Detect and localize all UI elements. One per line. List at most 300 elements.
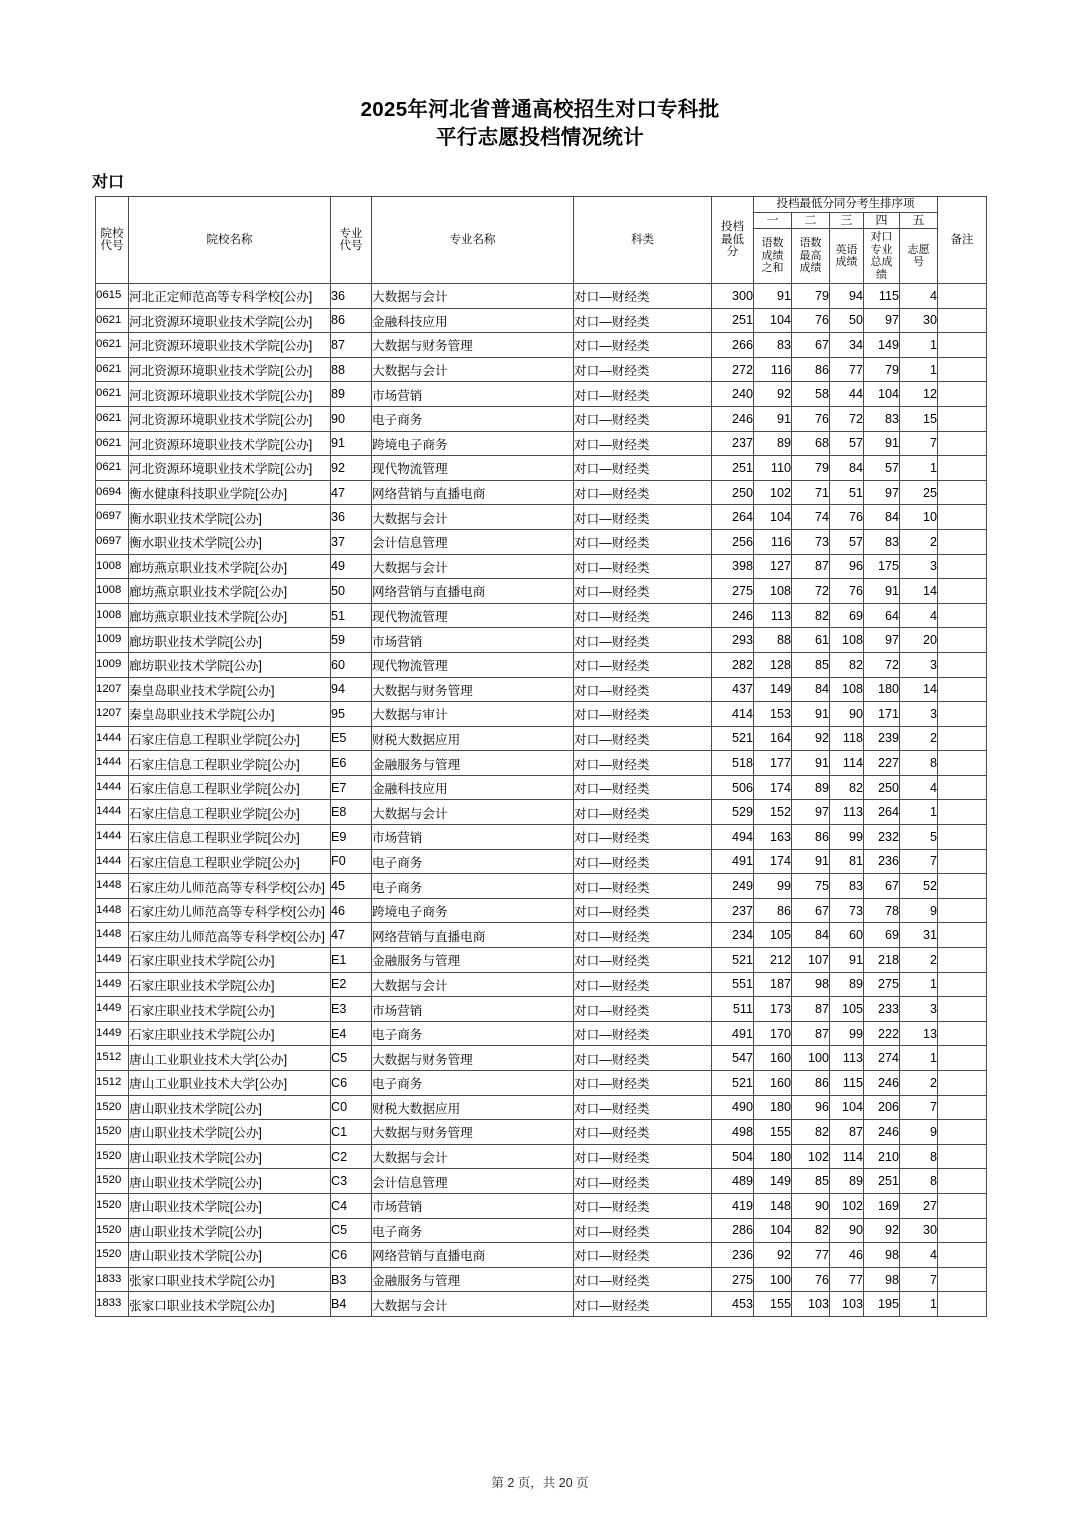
cell-school-name: 河北资源环境职业技术学院[公办] — [129, 406, 331, 431]
cell-rank-1: 86 — [754, 898, 792, 923]
cell-remark — [938, 431, 987, 456]
cell-remark — [938, 1144, 987, 1169]
cell-rank-5: 4 — [900, 603, 938, 628]
cell-school-name: 石家庄幼儿师范高等专科学校[公办] — [129, 898, 331, 923]
cell-rank-2: 72 — [792, 579, 830, 604]
cell-school-code: 1512 — [96, 1071, 129, 1096]
cell-rank-1: 153 — [754, 702, 792, 727]
cell-rank-5: 8 — [900, 751, 938, 776]
cell-rank-3: 105 — [830, 997, 864, 1022]
cell-category: 对口—财经类 — [574, 1120, 712, 1145]
cell-category: 对口—财经类 — [574, 603, 712, 628]
cell-rank-3: 113 — [830, 1046, 864, 1071]
cell-major-name: 网络营销与直播电商 — [372, 579, 574, 604]
cell-major-name: 现代物流管理 — [372, 652, 574, 677]
cell-category: 对口—财经类 — [574, 1046, 712, 1071]
cell-school-code: 1008 — [96, 579, 129, 604]
cell-rank-2: 87 — [792, 554, 830, 579]
cell-school-name: 河北资源环境职业技术学院[公办] — [129, 333, 331, 358]
cell-rank-5: 7 — [900, 1095, 938, 1120]
cell-rank-2: 103 — [792, 1292, 830, 1317]
cell-major-name: 市场营销 — [372, 997, 574, 1022]
cell-category: 对口—财经类 — [574, 923, 712, 948]
cell-major-name: 金融服务与管理 — [372, 751, 574, 776]
cell-rank-5: 1 — [900, 1292, 938, 1317]
cell-category: 对口—财经类 — [574, 628, 712, 653]
cell-major-code: 45 — [331, 874, 372, 899]
cell-rank-4: 149 — [864, 333, 900, 358]
cell-rank-5: 8 — [900, 1144, 938, 1169]
cell-school-name: 河北资源环境职业技术学院[公办] — [129, 308, 331, 333]
header-rank-2: 二 — [792, 213, 830, 229]
cell-school-code: 1520 — [96, 1218, 129, 1243]
cell-rank-4: 91 — [864, 579, 900, 604]
cell-rank-4: 91 — [864, 431, 900, 456]
cell-major-code: C5 — [331, 1218, 372, 1243]
cell-school-name: 石家庄信息工程职业学院[公办] — [129, 751, 331, 776]
cell-category: 对口—财经类 — [574, 308, 712, 333]
cell-rank-2: 91 — [792, 751, 830, 776]
cell-major-code: 91 — [331, 431, 372, 456]
cell-min-score: 521 — [712, 1071, 754, 1096]
cell-rank-4: 171 — [864, 702, 900, 727]
cell-major-name: 大数据与会计 — [372, 357, 574, 382]
cell-major-code: 59 — [331, 628, 372, 653]
cell-rank-3: 114 — [830, 1144, 864, 1169]
cell-major-name: 网络营销与直播电商 — [372, 923, 574, 948]
cell-rank-5: 5 — [900, 825, 938, 850]
cell-school-code: 0621 — [96, 357, 129, 382]
cell-major-name: 大数据与会计 — [372, 505, 574, 530]
cell-rank-1: 104 — [754, 308, 792, 333]
table-row — [96, 1071, 987, 1096]
cell-rank-3: 81 — [830, 849, 864, 874]
cell-rank-4: 233 — [864, 997, 900, 1022]
cell-school-code: 1444 — [96, 751, 129, 776]
cell-school-name: 河北资源环境职业技术学院[公办] — [129, 456, 331, 481]
header-rank-4: 四 — [864, 213, 900, 229]
cell-major-name: 市场营销 — [372, 1193, 574, 1218]
cell-rank-5: 7 — [900, 849, 938, 874]
cell-major-code: 95 — [331, 702, 372, 727]
table-row — [96, 775, 987, 800]
table-row — [96, 603, 987, 628]
cell-category: 对口—财经类 — [574, 456, 712, 481]
header-sub-major-total: 对口 专业 总成 绩 — [864, 229, 900, 284]
cell-school-name: 石家庄职业技术学院[公办] — [129, 948, 331, 973]
cell-category: 对口—财经类 — [574, 775, 712, 800]
cell-major-name: 财税大数据应用 — [372, 726, 574, 751]
cell-category: 对口—财经类 — [574, 702, 712, 727]
cell-school-code: 0621 — [96, 333, 129, 358]
cell-school-name: 廊坊燕京职业技术学院[公办] — [129, 603, 331, 628]
cell-school-code: 1444 — [96, 800, 129, 825]
cell-school-code: 0697 — [96, 529, 129, 554]
cell-category: 对口—财经类 — [574, 652, 712, 677]
cell-school-name: 石家庄信息工程职业学院[公办] — [129, 726, 331, 751]
cell-school-code: 0694 — [96, 480, 129, 505]
cell-remark — [938, 628, 987, 653]
cell-remark — [938, 505, 987, 530]
cell-school-code: 1512 — [96, 1046, 129, 1071]
cell-rank-2: 84 — [792, 677, 830, 702]
cell-major-code: E6 — [331, 751, 372, 776]
cell-rank-4: 246 — [864, 1120, 900, 1145]
cell-rank-1: 108 — [754, 579, 792, 604]
cell-major-name: 大数据与财务管理 — [372, 333, 574, 358]
cell-rank-2: 86 — [792, 1071, 830, 1096]
cell-major-name: 电子商务 — [372, 406, 574, 431]
cell-min-score: 521 — [712, 726, 754, 751]
cell-major-code: C1 — [331, 1120, 372, 1145]
cell-rank-4: 210 — [864, 1144, 900, 1169]
cell-remark — [938, 825, 987, 850]
cell-school-name: 石家庄职业技术学院[公办] — [129, 972, 331, 997]
cell-rank-1: 155 — [754, 1120, 792, 1145]
cell-remark — [938, 948, 987, 973]
table-row — [96, 628, 987, 653]
cell-rank-3: 104 — [830, 1095, 864, 1120]
table-row — [96, 529, 987, 554]
cell-school-name: 石家庄信息工程职业学院[公办] — [129, 825, 331, 850]
cell-major-name: 大数据与财务管理 — [372, 1046, 574, 1071]
cell-remark — [938, 308, 987, 333]
cell-school-code: 0621 — [96, 406, 129, 431]
cell-min-score: 437 — [712, 677, 754, 702]
cell-rank-1: 149 — [754, 677, 792, 702]
cell-rank-1: 89 — [754, 431, 792, 456]
cell-major-code: E8 — [331, 800, 372, 825]
cell-school-code: 1448 — [96, 874, 129, 899]
cell-major-code: B3 — [331, 1267, 372, 1292]
cell-rank-4: 83 — [864, 406, 900, 431]
cell-rank-2: 71 — [792, 480, 830, 505]
table-row — [96, 333, 987, 358]
cell-category: 对口—财经类 — [574, 406, 712, 431]
cell-rank-5: 8 — [900, 1169, 938, 1194]
cell-major-name: 跨境电子商务 — [372, 898, 574, 923]
cell-major-name: 会计信息管理 — [372, 1169, 574, 1194]
cell-school-code: 1520 — [96, 1193, 129, 1218]
header-rank-1: 一 — [754, 213, 792, 229]
cell-rank-2: 96 — [792, 1095, 830, 1120]
cell-school-code: 1449 — [96, 972, 129, 997]
cell-rank-2: 79 — [792, 456, 830, 481]
cell-category: 对口—财经类 — [574, 357, 712, 382]
cell-rank-1: 104 — [754, 505, 792, 530]
cell-rank-1: 212 — [754, 948, 792, 973]
cell-rank-2: 68 — [792, 431, 830, 456]
cell-rank-3: 91 — [830, 948, 864, 973]
title-line-1: 2025年河北省普通高校招生对口专科批 — [360, 98, 720, 121]
cell-school-name: 秦皇岛职业技术学院[公办] — [129, 677, 331, 702]
cell-rank-5: 27 — [900, 1193, 938, 1218]
cell-school-code: 1444 — [96, 849, 129, 874]
cell-major-code: C6 — [331, 1243, 372, 1268]
cell-category: 对口—财经类 — [574, 1169, 712, 1194]
cell-remark — [938, 874, 987, 899]
cell-rank-1: 170 — [754, 1021, 792, 1046]
cell-major-name: 大数据与会计 — [372, 1292, 574, 1317]
cell-remark — [938, 1120, 987, 1145]
cell-rank-5: 3 — [900, 652, 938, 677]
cell-rank-5: 2 — [900, 1071, 938, 1096]
cell-major-code: C0 — [331, 1095, 372, 1120]
cell-school-code: 1207 — [96, 677, 129, 702]
cell-remark — [938, 603, 987, 628]
cell-min-score: 282 — [712, 652, 754, 677]
cell-rank-1: 104 — [754, 1218, 792, 1243]
cell-rank-5: 2 — [900, 948, 938, 973]
cell-rank-3: 57 — [830, 529, 864, 554]
cell-rank-1: 148 — [754, 1193, 792, 1218]
cell-rank-1: 164 — [754, 726, 792, 751]
cell-rank-3: 76 — [830, 505, 864, 530]
table-row — [96, 849, 987, 874]
cell-min-score: 264 — [712, 505, 754, 530]
cell-school-name: 唐山职业技术学院[公办] — [129, 1120, 331, 1145]
cell-major-code: 46 — [331, 898, 372, 923]
header-min-score: 投档 最低 分 — [712, 197, 754, 284]
cell-min-score: 251 — [712, 308, 754, 333]
cell-rank-3: 113 — [830, 800, 864, 825]
cell-major-code: C6 — [331, 1071, 372, 1096]
table-row — [96, 652, 987, 677]
cell-rank-3: 94 — [830, 284, 864, 309]
section-label: 对口 — [92, 174, 125, 191]
table-row — [96, 1193, 987, 1218]
cell-rank-4: 264 — [864, 800, 900, 825]
cell-min-score: 234 — [712, 923, 754, 948]
cell-rank-5: 1 — [900, 972, 938, 997]
cell-major-name: 大数据与会计 — [372, 554, 574, 579]
cell-rank-3: 108 — [830, 677, 864, 702]
table-row — [96, 406, 987, 431]
cell-rank-3: 77 — [830, 357, 864, 382]
cell-major-code: E1 — [331, 948, 372, 973]
cell-school-name: 石家庄职业技术学院[公办] — [129, 1021, 331, 1046]
cell-rank-1: 102 — [754, 480, 792, 505]
cell-rank-1: 100 — [754, 1267, 792, 1292]
cell-rank-1: 177 — [754, 751, 792, 776]
cell-school-code: 0621 — [96, 456, 129, 481]
cell-remark — [938, 1071, 987, 1096]
cell-school-code: 1520 — [96, 1095, 129, 1120]
cell-category: 对口—财经类 — [574, 1267, 712, 1292]
table-row — [96, 480, 987, 505]
cell-school-code: 1833 — [96, 1292, 129, 1317]
header-row-1 — [96, 197, 987, 213]
cell-min-score: 414 — [712, 702, 754, 727]
cell-rank-2: 67 — [792, 333, 830, 358]
header-school-code: 院校 代号 — [96, 197, 129, 284]
cell-rank-3: 51 — [830, 480, 864, 505]
table-row — [96, 948, 987, 973]
cell-remark — [938, 702, 987, 727]
cell-major-name: 大数据与财务管理 — [372, 677, 574, 702]
cell-major-code: C4 — [331, 1193, 372, 1218]
cell-school-name: 衡水职业技术学院[公办] — [129, 529, 331, 554]
cell-category: 对口—财经类 — [574, 997, 712, 1022]
cell-rank-3: 118 — [830, 726, 864, 751]
cell-rank-4: 218 — [864, 948, 900, 973]
cell-rank-3: 69 — [830, 603, 864, 628]
cell-rank-4: 222 — [864, 1021, 900, 1046]
cell-min-score: 286 — [712, 1218, 754, 1243]
cell-major-name: 市场营销 — [372, 825, 574, 850]
cell-rank-3: 99 — [830, 1021, 864, 1046]
cell-rank-3: 90 — [830, 702, 864, 727]
cell-major-code: E3 — [331, 997, 372, 1022]
cell-rank-4: 97 — [864, 628, 900, 653]
cell-rank-2: 102 — [792, 1144, 830, 1169]
table-row — [96, 1095, 987, 1120]
cell-rank-3: 108 — [830, 628, 864, 653]
cell-rank-3: 72 — [830, 406, 864, 431]
cell-rank-5: 13 — [900, 1021, 938, 1046]
cell-rank-5: 9 — [900, 898, 938, 923]
cell-rank-1: 127 — [754, 554, 792, 579]
cell-major-name: 大数据与会计 — [372, 284, 574, 309]
cell-rank-4: 227 — [864, 751, 900, 776]
cell-rank-4: 206 — [864, 1095, 900, 1120]
cell-rank-3: 82 — [830, 775, 864, 800]
cell-rank-1: 152 — [754, 800, 792, 825]
cell-rank-2: 82 — [792, 603, 830, 628]
cell-remark — [938, 751, 987, 776]
table-row — [96, 800, 987, 825]
cell-school-name: 石家庄信息工程职业学院[公办] — [129, 849, 331, 874]
cell-rank-1: 180 — [754, 1144, 792, 1169]
cell-min-score: 256 — [712, 529, 754, 554]
cell-remark — [938, 529, 987, 554]
cell-rank-5: 52 — [900, 874, 938, 899]
cell-min-score: 237 — [712, 431, 754, 456]
cell-rank-1: 91 — [754, 406, 792, 431]
table-row — [96, 677, 987, 702]
cell-major-code: 92 — [331, 456, 372, 481]
cell-rank-4: 72 — [864, 652, 900, 677]
table-row — [96, 1144, 987, 1169]
cell-rank-4: 169 — [864, 1193, 900, 1218]
cell-major-name: 电子商务 — [372, 1021, 574, 1046]
cell-school-code: 0621 — [96, 382, 129, 407]
title-line-2: 平行志愿投档情况统计 — [436, 126, 644, 149]
cell-remark — [938, 1021, 987, 1046]
cell-min-score: 529 — [712, 800, 754, 825]
cell-min-score: 498 — [712, 1120, 754, 1145]
cell-rank-4: 83 — [864, 529, 900, 554]
cell-min-score: 551 — [712, 972, 754, 997]
cell-major-name: 金融科技应用 — [372, 775, 574, 800]
cell-remark — [938, 775, 987, 800]
cell-rank-3: 44 — [830, 382, 864, 407]
cell-remark — [938, 579, 987, 604]
cell-school-name: 河北资源环境职业技术学院[公办] — [129, 431, 331, 456]
cell-min-score: 521 — [712, 948, 754, 973]
cell-rank-3: 84 — [830, 456, 864, 481]
cell-major-code: 88 — [331, 357, 372, 382]
cell-min-score: 491 — [712, 1021, 754, 1046]
table-body — [96, 284, 987, 1317]
cell-remark — [938, 997, 987, 1022]
header-sub-chinese-math-sum: 语数 成绩 之和 — [754, 229, 792, 284]
cell-category: 对口—财经类 — [574, 972, 712, 997]
cell-rank-4: 67 — [864, 874, 900, 899]
cell-min-score: 504 — [712, 1144, 754, 1169]
table-row — [96, 554, 987, 579]
cell-rank-2: 91 — [792, 849, 830, 874]
cell-rank-3: 77 — [830, 1267, 864, 1292]
cell-rank-2: 86 — [792, 357, 830, 382]
cell-rank-3: 57 — [830, 431, 864, 456]
cell-major-code: F0 — [331, 849, 372, 874]
cell-school-name: 衡水健康科技职业学院[公办] — [129, 480, 331, 505]
cell-school-code: 1009 — [96, 628, 129, 653]
header-rank-5: 五 — [900, 213, 938, 229]
cell-major-code: 87 — [331, 333, 372, 358]
cell-rank-3: 99 — [830, 825, 864, 850]
cell-category: 对口—财经类 — [574, 579, 712, 604]
cell-school-code: 1520 — [96, 1120, 129, 1145]
cell-rank-1: 92 — [754, 1243, 792, 1268]
header-rank-group: 投档最低分同分考生排序项 — [754, 197, 938, 213]
cell-rank-1: 160 — [754, 1071, 792, 1096]
cell-rank-4: 246 — [864, 1071, 900, 1096]
cell-rank-4: 98 — [864, 1267, 900, 1292]
cell-min-score: 272 — [712, 357, 754, 382]
cell-rank-1: 187 — [754, 972, 792, 997]
cell-school-name: 唐山职业技术学院[公办] — [129, 1169, 331, 1194]
cell-rank-2: 87 — [792, 997, 830, 1022]
cell-min-score: 246 — [712, 406, 754, 431]
cell-school-code: 1444 — [96, 775, 129, 800]
cell-rank-2: 87 — [792, 1021, 830, 1046]
cell-rank-2: 85 — [792, 652, 830, 677]
cell-rank-5: 15 — [900, 406, 938, 431]
cell-min-score: 494 — [712, 825, 754, 850]
cell-rank-1: 91 — [754, 284, 792, 309]
cell-rank-5: 1 — [900, 1046, 938, 1071]
cell-rank-1: 163 — [754, 825, 792, 850]
cell-school-name: 河北资源环境职业技术学院[公办] — [129, 382, 331, 407]
cell-rank-2: 89 — [792, 775, 830, 800]
cell-rank-1: 92 — [754, 382, 792, 407]
cell-rank-2: 75 — [792, 874, 830, 899]
cell-rank-4: 195 — [864, 1292, 900, 1317]
cell-min-score: 249 — [712, 874, 754, 899]
cell-rank-5: 7 — [900, 431, 938, 456]
cell-rank-3: 82 — [830, 652, 864, 677]
cell-school-name: 石家庄幼儿师范高等专科学校[公办] — [129, 874, 331, 899]
cell-school-name: 石家庄信息工程职业学院[公办] — [129, 800, 331, 825]
cell-rank-3: 83 — [830, 874, 864, 899]
cell-rank-1: 105 — [754, 923, 792, 948]
cell-major-code: E7 — [331, 775, 372, 800]
cell-rank-3: 46 — [830, 1243, 864, 1268]
cell-rank-3: 50 — [830, 308, 864, 333]
table-row — [96, 898, 987, 923]
cell-major-code: 90 — [331, 406, 372, 431]
cell-rank-2: 86 — [792, 825, 830, 850]
cell-rank-2: 76 — [792, 406, 830, 431]
cell-rank-4: 64 — [864, 603, 900, 628]
table-row — [96, 923, 987, 948]
cell-rank-3: 102 — [830, 1193, 864, 1218]
cell-category: 对口—财经类 — [574, 1218, 712, 1243]
cell-category: 对口—财经类 — [574, 677, 712, 702]
cell-rank-1: 160 — [754, 1046, 792, 1071]
